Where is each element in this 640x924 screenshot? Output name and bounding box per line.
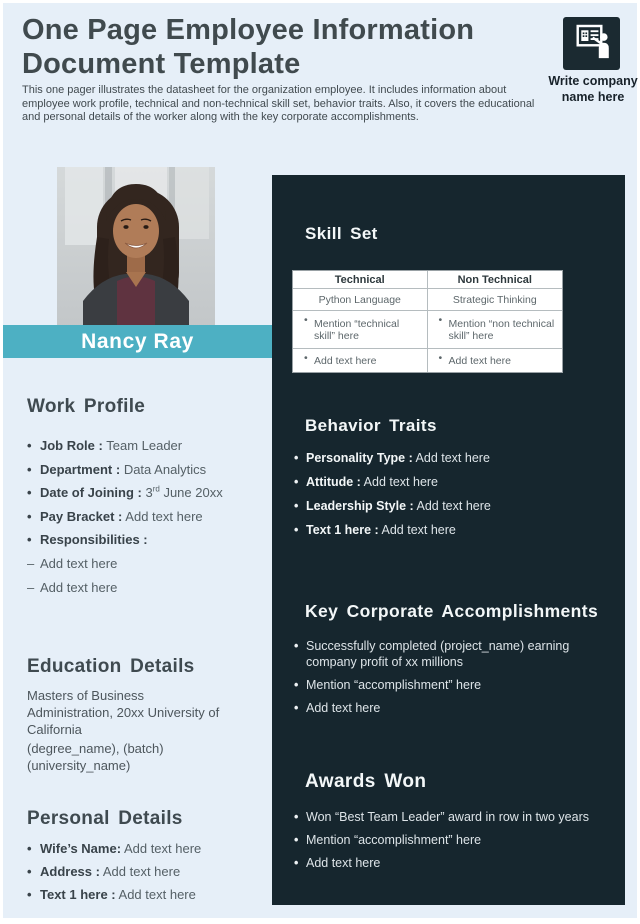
table-cell: • Mention “non technical skill” here xyxy=(428,311,563,349)
company-name-placeholder: Write company name here xyxy=(548,74,638,104)
company-logo-box xyxy=(563,17,620,70)
accomplishment-item: • Add text here xyxy=(294,700,612,716)
awards-list xyxy=(294,809,614,878)
accomplishment-item: • Mention “accomplishment” here xyxy=(294,677,612,693)
work-profile-item: • Job Role : Team Leader xyxy=(27,439,277,453)
responsibilities-list xyxy=(27,557,247,605)
employee-name-banner xyxy=(3,325,272,358)
work-profile-heading: Work Profile xyxy=(27,396,146,417)
personal-detail-item: • Wife’s Name: Add text here xyxy=(27,842,277,856)
work-profile-item: • Responsibilities : xyxy=(27,533,277,547)
table-header-non-technical: Non Technical xyxy=(428,271,563,289)
personal-detail-item: • Address : Add text here xyxy=(27,865,277,879)
behavior-traits-heading: Behavior Traits xyxy=(305,416,437,435)
table-cell: • Add text here xyxy=(293,349,428,372)
behavior-trait-item: • Attitude : Add text here xyxy=(294,475,604,489)
table-header-technical: Technical xyxy=(293,271,428,289)
behavior-trait-item: • Leadership Style : Add text here xyxy=(294,499,604,513)
table-cell: Strategic Thinking xyxy=(428,289,563,311)
accomplishment-item: • Successfully completed (project_name) earning company profit of xx millions xyxy=(294,638,612,670)
work-profile-list xyxy=(27,439,277,557)
skill-set-table xyxy=(292,270,563,373)
personal-detail-item: • Text 1 here : Add text here xyxy=(27,888,277,902)
personal-details-list xyxy=(27,842,277,911)
page-title-line2: Document Template xyxy=(22,48,301,80)
education-degree-text: Masters of Business Administration, 20xx University of California xyxy=(27,688,220,737)
table-cell: • Add text here xyxy=(428,349,563,372)
work-profile-item: • Pay Bracket : Add text here xyxy=(27,510,277,524)
behavior-trait-item: • Text 1 here : Add text here xyxy=(294,523,604,537)
skill-set-heading: Skill Set xyxy=(305,224,378,243)
page-title xyxy=(22,13,542,81)
award-item: • Add text here xyxy=(294,855,614,871)
accomplishments-list xyxy=(294,638,612,723)
education-heading: Education Details xyxy=(27,656,195,677)
page-description: This one pager illustrates the datasheet for the organization employee. It includes information about employee work profile, technical and non-technical skill set, behavior traits. Also, it covers the educational and personal details of the worker along with the key corporate accomplishments. xyxy=(22,84,535,123)
awards-heading: Awards Won xyxy=(305,771,427,792)
behavior-trait-item: • Personality Type : Add text here xyxy=(294,451,604,465)
details-panel xyxy=(272,175,625,905)
responsibility-item: – Add text here xyxy=(27,557,247,571)
work-profile-item: • Date of Joining : 3rd June 20xx xyxy=(27,486,277,500)
education-placeholder-text: (degree_name), (batch) (university_name) xyxy=(27,741,164,773)
page-title-line1: One Page Employee Information xyxy=(22,14,475,46)
personal-details-heading: Personal Details xyxy=(27,808,183,829)
table-cell: Python Language xyxy=(293,289,428,311)
responsibility-item: – Add text here xyxy=(27,581,247,595)
employee-name: Nancy Ray xyxy=(81,329,194,353)
presentation-trainer-icon xyxy=(570,21,614,66)
accomplishments-heading: Key Corporate Accomplishments xyxy=(305,601,599,621)
award-item: • Mention “accomplishment” here xyxy=(294,832,614,848)
employee-photo xyxy=(57,167,215,330)
behavior-traits-list xyxy=(294,451,604,547)
award-item: • Won “Best Team Leader” award in row in two years xyxy=(294,809,614,825)
work-profile-item: • Department : Data Analytics xyxy=(27,463,277,477)
table-cell: • Mention “technical skill” here xyxy=(293,311,428,349)
